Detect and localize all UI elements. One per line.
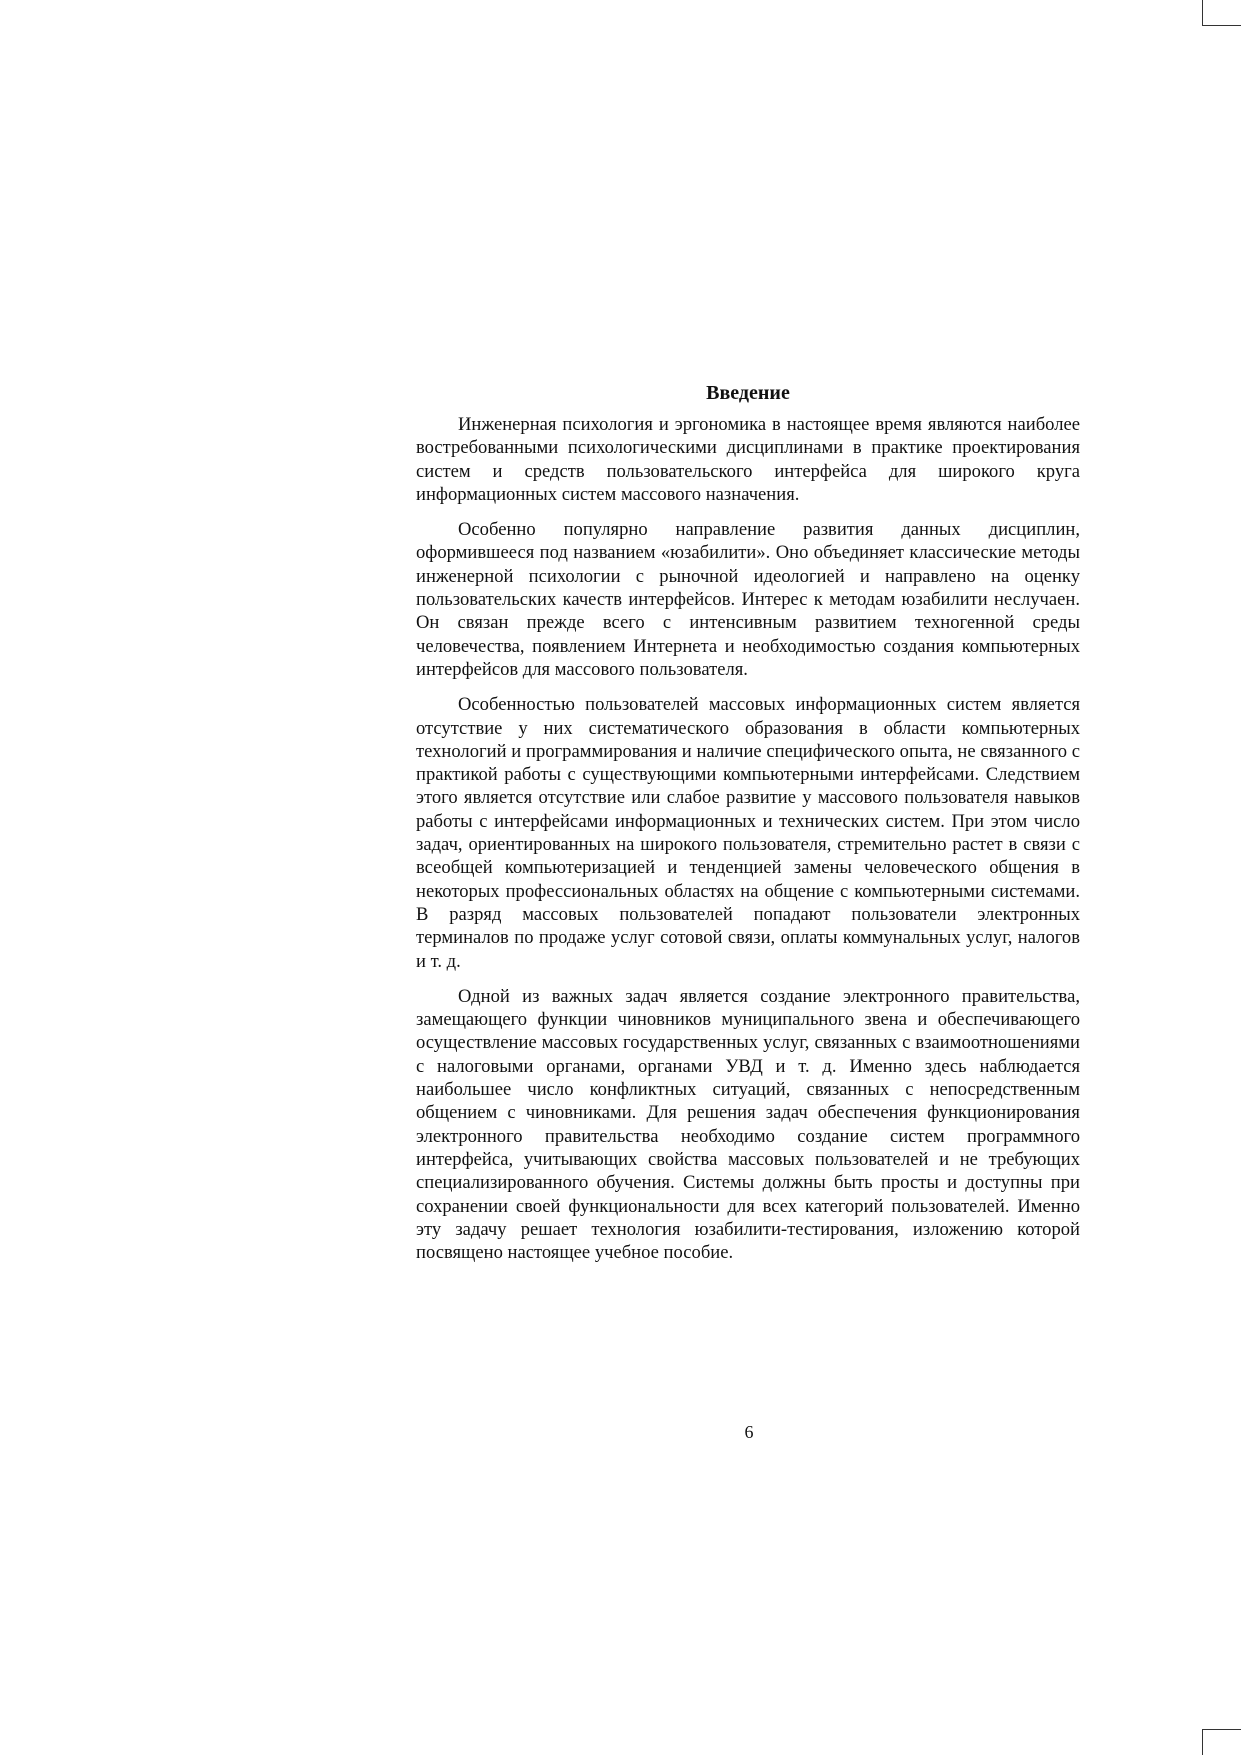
crop-mark-bottom-horizontal <box>1202 1729 1241 1730</box>
text-block <box>416 380 1080 1276</box>
paragraph-1: Инженерная психология и эргономика в настоящее время являются наиболее востребованными психологическими дисциплинами в практике проектирования систем и средств пользовательского интерфейса для широкого круга информационных систем массового назначения. <box>416 414 1080 505</box>
section-heading: Введение <box>706 382 790 404</box>
crop-mark-top-vertical <box>1202 0 1203 26</box>
page-number: 6 <box>744 1422 754 1442</box>
paragraph-4: Одной из важных задач является создание электронного правительства, замещающего функции чиновников муниципального звена и обеспечивающего осуществление массовых государственных услуг, связанных с взаимоотношениями с налоговыми органами, органами УВД и т. д. Именно здесь наблюдается наибольшее число конфликтных ситуаций, связанных с непосредственным общением с чиновниками. Для решения задач обеспечения функционирования электронного правительства необходимо создание систем программного интерфейса, учитывающих свойства массовых пользователей и не требующих специализированного обучения. Системы должны быть просты и доступны при сохранении своей функциональности для всех категорий пользователей. Именно эту задачу решает технология юзабилити-тестирования, изложению которой посвящено настоящее учебное пособие. <box>416 985 1080 1264</box>
crop-mark-bottom-vertical <box>1202 1729 1203 1755</box>
paragraph-2: Особенно популярно направление развития данных дисциплин, оформившееся под названием «юзабилити». Оно объединяет классические методы инженерной психологии с рыночной идеологией и направлено на оценку пользовательских качеств интерфейсов. Интерес к методам юзабилити неслучаен. Он связан прежде всего с интенсивным развитием техногенной среды человечества, появлением Интернета и необходимостью создания компьютерных интерфейсов для массового пользователя. <box>416 519 1080 680</box>
crop-mark-top-horizontal <box>1202 25 1241 26</box>
paragraph-3: Особенностью пользователей массовых информационных систем является отсутствие у них систематического образования в области компьютерных технологий и программирования и наличие специфического опыта, не связанного с практикой работы с существующими компьютерными интерфейсами. Следствием этого является отсутствие или слабое развитие у массового пользователя навыков работы с интерфейсами информационных и технических систем. При этом число задач, ориентированных на широкого пользователя, стремительно растет в связи с всеобщей компьютеризацией и тенденцией замены человеческого общения в некоторых профессиональных областях на общение с компьютерными системами. В разряд массовых пользователей попадают пользователи электронных терминалов по продаже услуг сотовой связи, оплаты коммунальных услуг, налогов и т. д. <box>416 694 1080 972</box>
